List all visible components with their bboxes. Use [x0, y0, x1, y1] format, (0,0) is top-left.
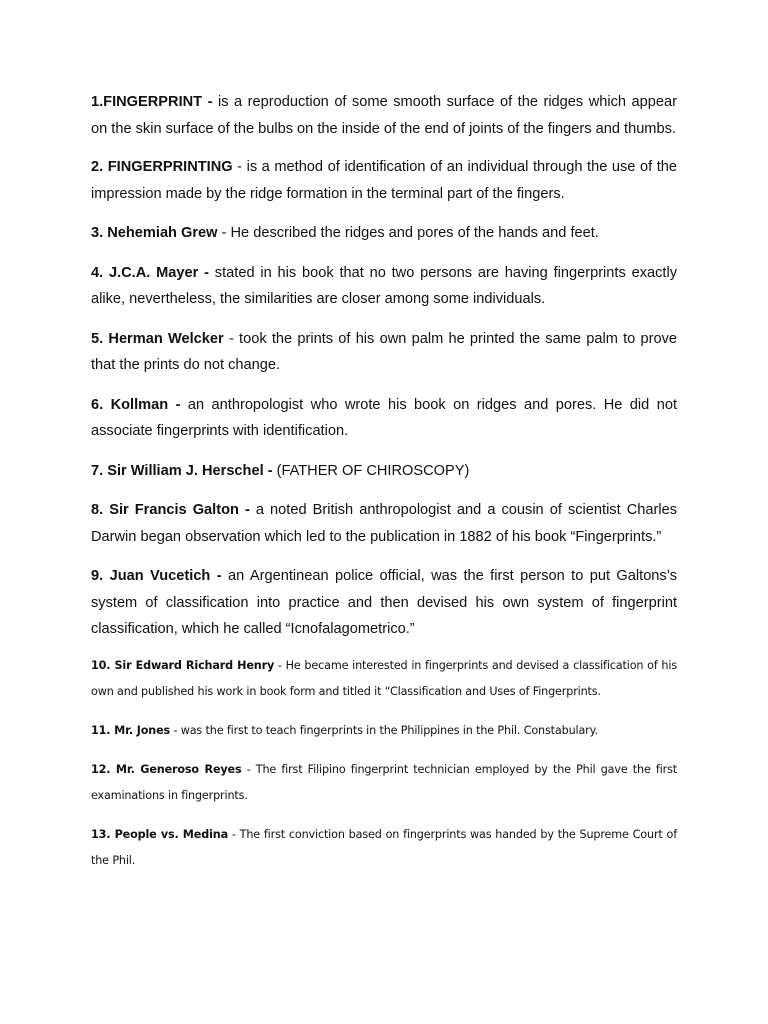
entry-jca-mayer [91, 260, 677, 313]
entry-text: an Argentinean police official, was the first person to put Galtons’s system of classification into practice and then devised his own system of fingerprint classification, which he called “Icnofalagometrico.” [91, 568, 677, 637]
entry-term: 6. Kollman - [91, 396, 181, 413]
entry-text: - He became interested in fingerprints and devised a classification of his own and published his work in book form and titled it “Classification and Uses of Fingerprints. [91, 658, 678, 698]
entry-text: - is a method of identification of an individual through the use of the impression made by the ridge formation in the terminal part of the fingers. [91, 159, 677, 202]
entry-text: an anthropologist who wrote his book on ridges and pores. He did not associate fingerprints with identification. [91, 396, 677, 439]
entry-generoso-reyes [91, 757, 677, 809]
entry-fingerprint [91, 89, 677, 142]
entry-francis-galton [91, 497, 677, 550]
entry-text: - The first conviction based on fingerprints was handed by the Supreme Court of the Phil. [91, 827, 677, 867]
entry-fingerprinting [91, 154, 677, 207]
entry-term: 2. FINGERPRINTING [91, 159, 233, 175]
entry-text: is a reproduction of some smooth surface of the ridges which appear on the skin surface of the bulbs on the inside of the end of joints of the fingers and thumbs. [91, 94, 677, 137]
entry-mr-jones [91, 718, 677, 744]
entry-text: - The first Filipino fingerprint technician employed by the Phil gave the first examinations in fingerprints. [91, 762, 677, 802]
entry-people-vs-medina [91, 822, 677, 874]
entry-term: 8. Sir Francis Galton - [91, 502, 250, 518]
entry-text: - He described the ridges and pores of the hands and feet. [217, 225, 599, 241]
entry-term: 11. Mr. Jones [91, 723, 171, 737]
entry-text: (FATHER OF CHIROSCOPY) [272, 462, 470, 479]
entry-term: 13. People vs. Medina [91, 827, 228, 841]
entry-term: 12. Mr. Generoso Reyes [91, 762, 242, 776]
entry-text: - was the first to teach fingerprints in the Philippines in the Phil. Constabulary. [170, 723, 598, 737]
entry-herman-welcker [91, 326, 677, 379]
entry-herschel [91, 458, 677, 485]
entry-term: 1.FINGERPRINT - [91, 94, 218, 110]
entry-kollman [91, 392, 677, 445]
entry-nehemiah-grew [91, 220, 677, 247]
entry-juan-vucetich [91, 563, 677, 643]
entry-term: 10. Sir Edward Richard Henry [91, 658, 275, 672]
entry-term: 7. Sir William J. Herschel - [91, 462, 273, 479]
entry-term: 9. Juan Vucetich - [91, 568, 222, 584]
entry-text: a noted British anthropologist and a cousin of scientist Charles Darwin began observation which led to the publication in 1882 of his book “Fingerprints.” [91, 502, 677, 545]
entry-text: stated in his book that no two persons are having fingerprints exactly alike, nevertheless, the similarities are closer among some individuals. [91, 264, 677, 307]
entry-term: 5. Herman Welcker [91, 330, 224, 347]
entry-term: 3. Nehemiah Grew [91, 225, 218, 241]
document-page [91, 89, 677, 887]
entry-term: 4. J.C.A. Mayer - [91, 264, 209, 281]
entry-edward-henry [91, 653, 677, 705]
entry-text: - took the prints of his own palm he printed the same palm to prove that the prints do not change. [91, 330, 677, 373]
